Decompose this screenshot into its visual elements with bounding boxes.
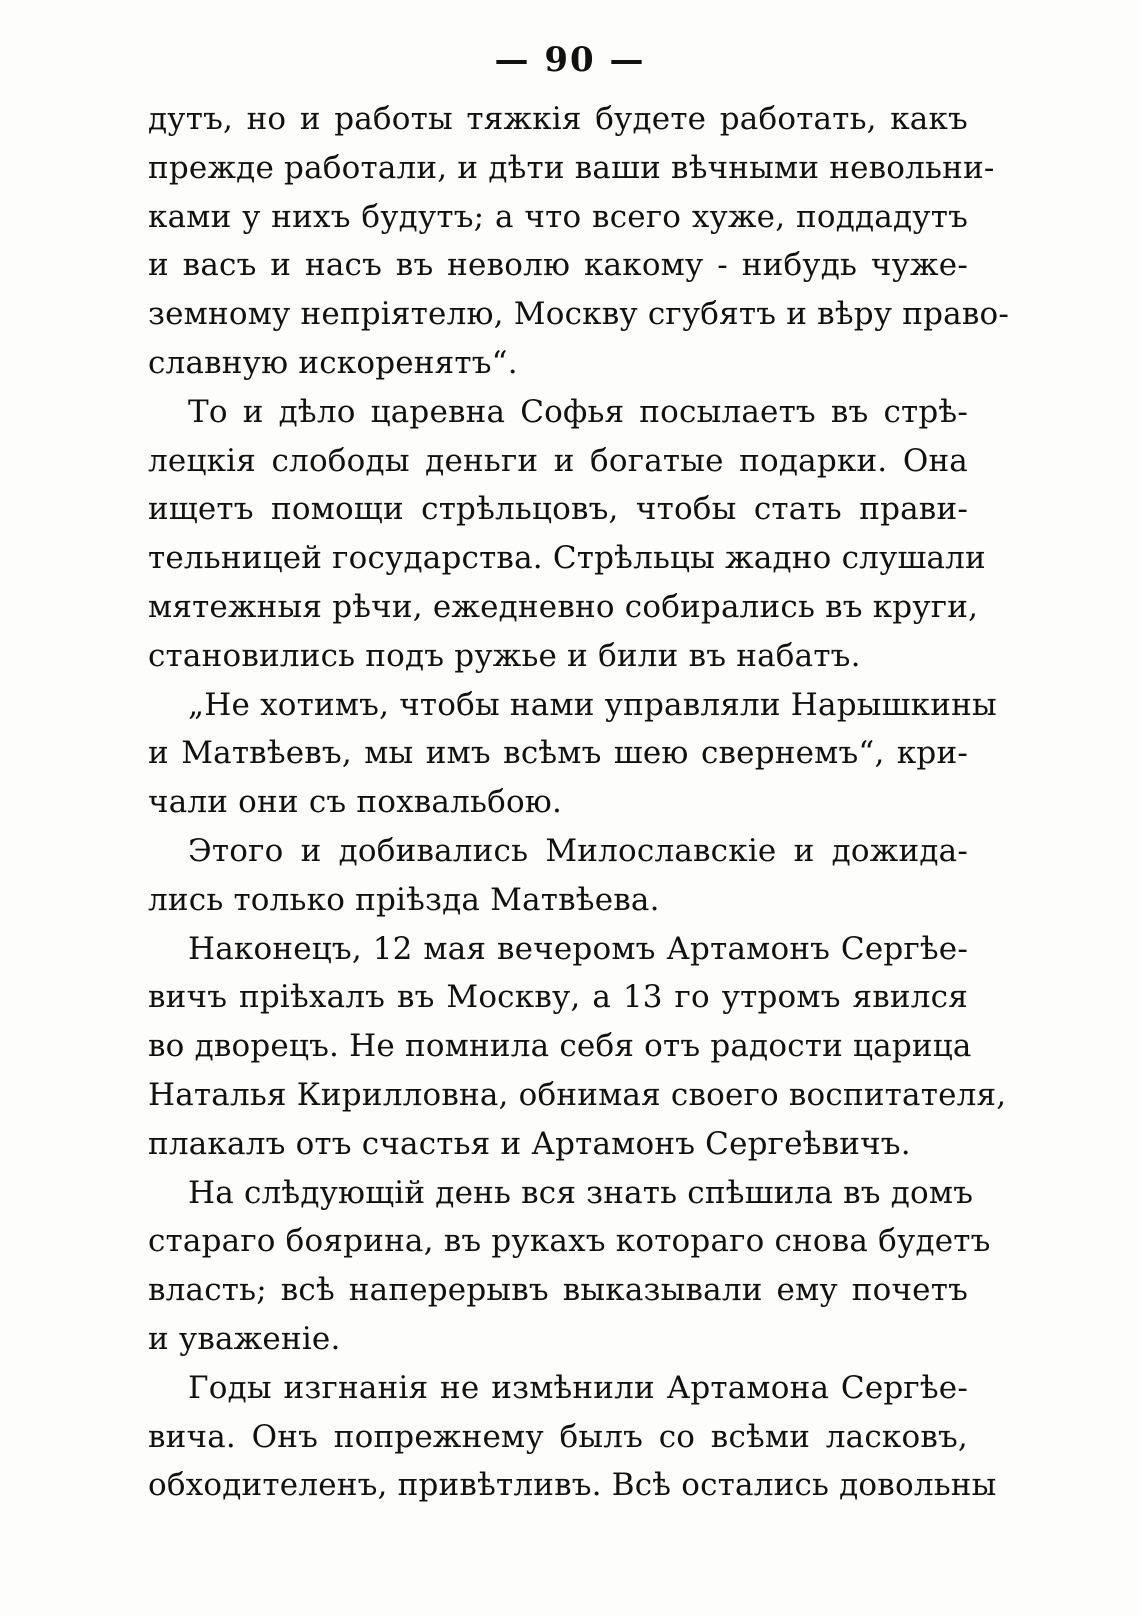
text-line: и васъ и насъ въ неволю какому - нибудь чуже- [148,247,968,284]
text-line: То и дѣло царевна Софья посылаетъ въ стрѣ- [188,393,968,430]
text-line: стараго боярина, въ рукахъ котораго снова будетъ [148,1223,991,1260]
page-number: — 90 — [494,40,646,80]
text-line: чали они съ похвальбою. [148,784,563,821]
text-line: прежде работали, и дѣти ваши вѣчными невольни- [148,149,995,186]
text-line: плакалъ отъ счастья и Артамонъ Сергеѣвичъ. [148,1125,911,1162]
text-line: Наталья Кирилловна, обнимая своего воспитателя, [148,1076,1007,1113]
text-line: вичъ пріѣхалъ въ Москву, а 13 го утромъ явился [148,979,968,1016]
text-line: Годы изгнанія не измѣнили Артамона Сергѣе- [188,1369,968,1406]
text-line: „Не хотимъ, чтобы нами управляли Нарышкины [188,686,997,723]
text-line: ищетъ помощи стрѣльцовъ, чтобы стать прави- [148,491,968,528]
text-line: власть; всѣ наперерывъ выказывали ему почетъ [148,1272,968,1309]
text-line: На слѣдующій день вся знать спѣшила въ домъ [188,1174,974,1211]
text-line: и уваженіе. [148,1320,341,1357]
text-line: во дворецъ. Не помнила себя отъ радости царица [148,1028,972,1065]
text-line: ками у нихъ будутъ; а что всего хуже, поддадутъ [148,198,968,235]
text-line: земному непріятелю, Москву сгубятъ и вѣру право- [148,296,1010,333]
text-line: мятежныя рѣчи, ежедневно собирались въ круги, [148,588,979,625]
text-line: обходителенъ, привѣтливъ. Всѣ остались довольны [148,1467,997,1504]
text-line: вича. Онъ попрежнему былъ со всѣми ласковъ, [148,1418,968,1455]
text-line: славную искоренятъ“. [148,344,518,381]
text-line: Этого и добивались Милославскіе и дожида- [188,832,968,869]
text-line: и Матвѣевъ, мы имъ всѣмъ шею свернемъ“, кри- [148,735,968,772]
text-line: дутъ, но и работы тяжкія будете работать, какъ [148,101,968,137]
text-line: Наконецъ, 12 мая вечеромъ Артамонъ Сергѣе- [188,930,968,967]
text-line: тельницей государства. Стрѣльцы жадно слушали [148,540,986,577]
text-line: лецкія слободы деньги и богатые подарки. Она [148,442,968,479]
text-line: становились подъ ружье и били въ набатъ. [148,637,861,674]
text-line: лись только пріѣзда Матвѣева. [148,881,660,918]
body-text [148,95,1010,1510]
